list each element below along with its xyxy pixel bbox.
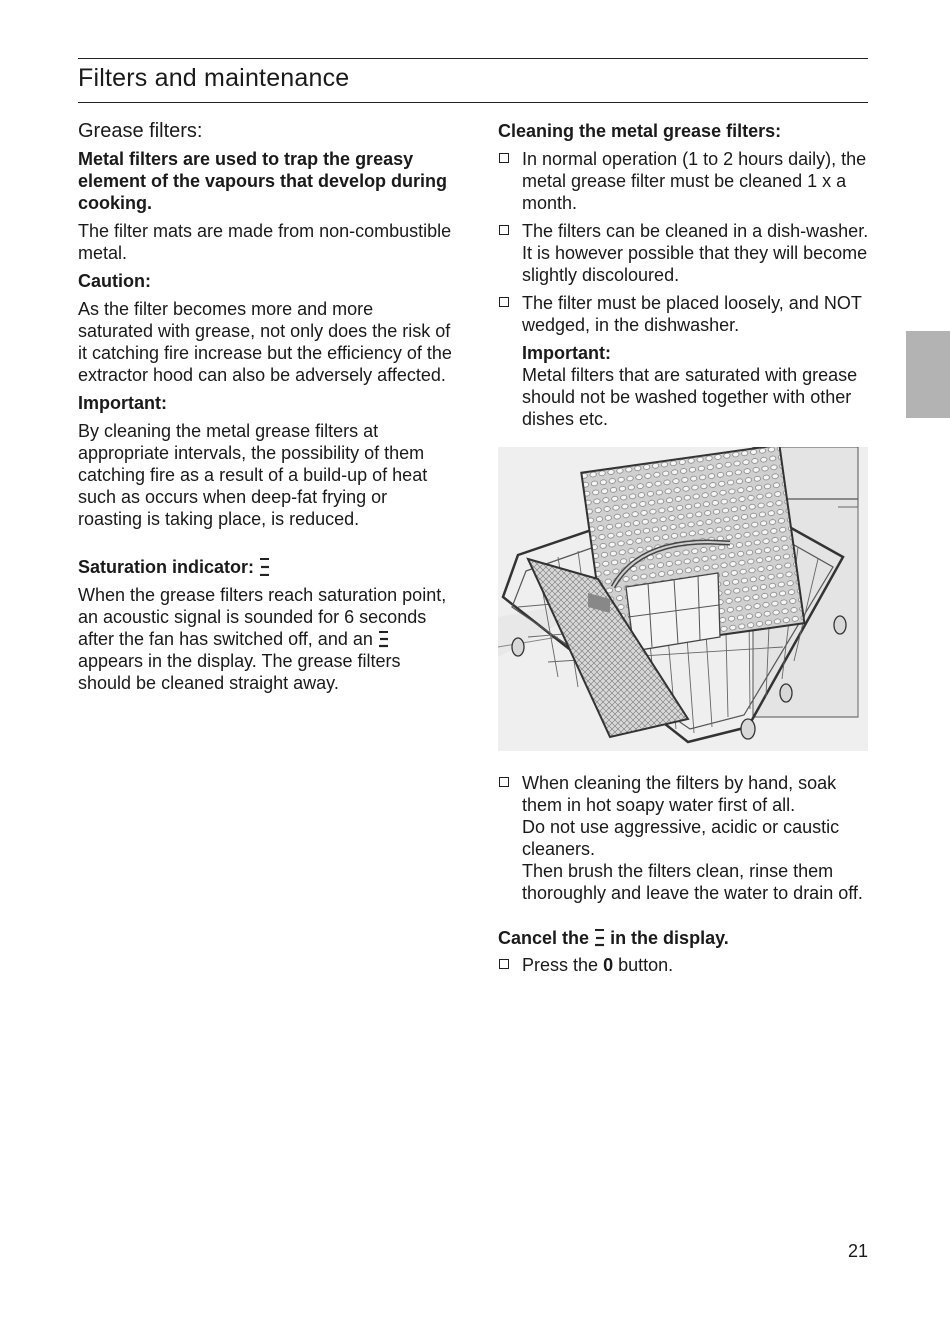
checkbox-square-icon (499, 297, 509, 307)
saturation-indicator-icon (378, 630, 389, 648)
cancel-heading-post: in the display. (610, 928, 729, 948)
checkbox-square-icon (499, 153, 509, 163)
saturation-indicator-icon (594, 929, 605, 947)
list-item (498, 148, 878, 214)
cancel-heading (498, 927, 878, 949)
filter-mats-text: The filter mats are made from non-combustible metal. (78, 221, 452, 263)
list-item-text: When cleaning the filters by hand, soak them in hot soapy water first of all. (522, 773, 837, 815)
zero-button-label: 0 (603, 955, 614, 975)
saturation-text-2: appears in the display. The grease filters should be cleaned straight away. (78, 651, 401, 693)
page-number: 21 (847, 1241, 868, 1261)
list-item-text: The filters can be cleaned in a dish-washer. It is however possible that they will become slightly discoloured. (522, 221, 869, 285)
list-item (498, 292, 878, 336)
caution-title: Caution: (78, 271, 151, 291)
right-column (498, 120, 878, 430)
caution-text: As the filter becomes more and more saturated with grease, not only does the risk of it catching fire increase but the efficiency of the extractor hood can also be adversely affected. (78, 299, 452, 385)
dishwasher-basket-with-filters-illustration (498, 447, 868, 751)
important-title: Important: (78, 393, 167, 413)
checkbox-square-icon (499, 777, 509, 787)
saturation-indicator-heading (78, 556, 453, 578)
top-rule (78, 58, 868, 59)
press-text-pre: Press the (522, 955, 599, 975)
checkbox-square-icon (499, 225, 509, 235)
grease-filters-heading: Grease filters: (78, 120, 203, 142)
left-column (78, 120, 453, 694)
saturation-text-1: When the grease filters reach saturation point, an acoustic signal is sounded for 6 seconds after the fan has switched off, and an (78, 585, 447, 649)
cancel-heading-pre: Cancel the (498, 928, 590, 948)
press-text-post: button. (618, 955, 674, 975)
important-text-right: Metal filters that are saturated with grease should not be washed together with other dishes etc. (522, 365, 858, 429)
dishwasher-illustration-svg (498, 447, 868, 751)
list-item-text: In normal operation (1 to 2 hours daily), the metal grease filter must be cleaned 1 x a month. (522, 149, 867, 213)
title-underline (78, 102, 868, 103)
list-item (498, 220, 878, 286)
saturation-indicator-icon (259, 558, 270, 576)
hand-cleaning-section (498, 772, 878, 982)
grease-filters-intro: Metal filters are used to trap the greasy element of the vapours that develop during cooking. (78, 149, 448, 213)
list-item-text: The filter must be placed loosely, and NOT wedged, in the dishwasher. (522, 293, 862, 335)
list-item (498, 954, 878, 976)
important-text: By cleaning the metal grease filters at appropriate intervals, the possibility of them catching fire as a result of a build-up of heat such as occurs when deep-fat frying or roasting is taking place, is reduced. (78, 421, 428, 529)
page-title: Filters and maintenance (78, 64, 350, 92)
list-item (498, 772, 878, 816)
section-tab (906, 331, 950, 418)
cleaning-heading: Cleaning the metal grease filters: (498, 121, 782, 141)
saturation-title: Saturation indicator: (78, 557, 255, 577)
checkbox-square-icon (499, 959, 509, 969)
hand-cleaning-line-2: Do not use aggressive, acidic or caustic cleaners. (522, 817, 840, 859)
hand-cleaning-line-3: Then brush the filters clean, rinse them thoroughly and leave the water to drain off. (522, 861, 863, 903)
saturation-text (78, 584, 453, 694)
important-title-right: Important: (522, 343, 611, 363)
